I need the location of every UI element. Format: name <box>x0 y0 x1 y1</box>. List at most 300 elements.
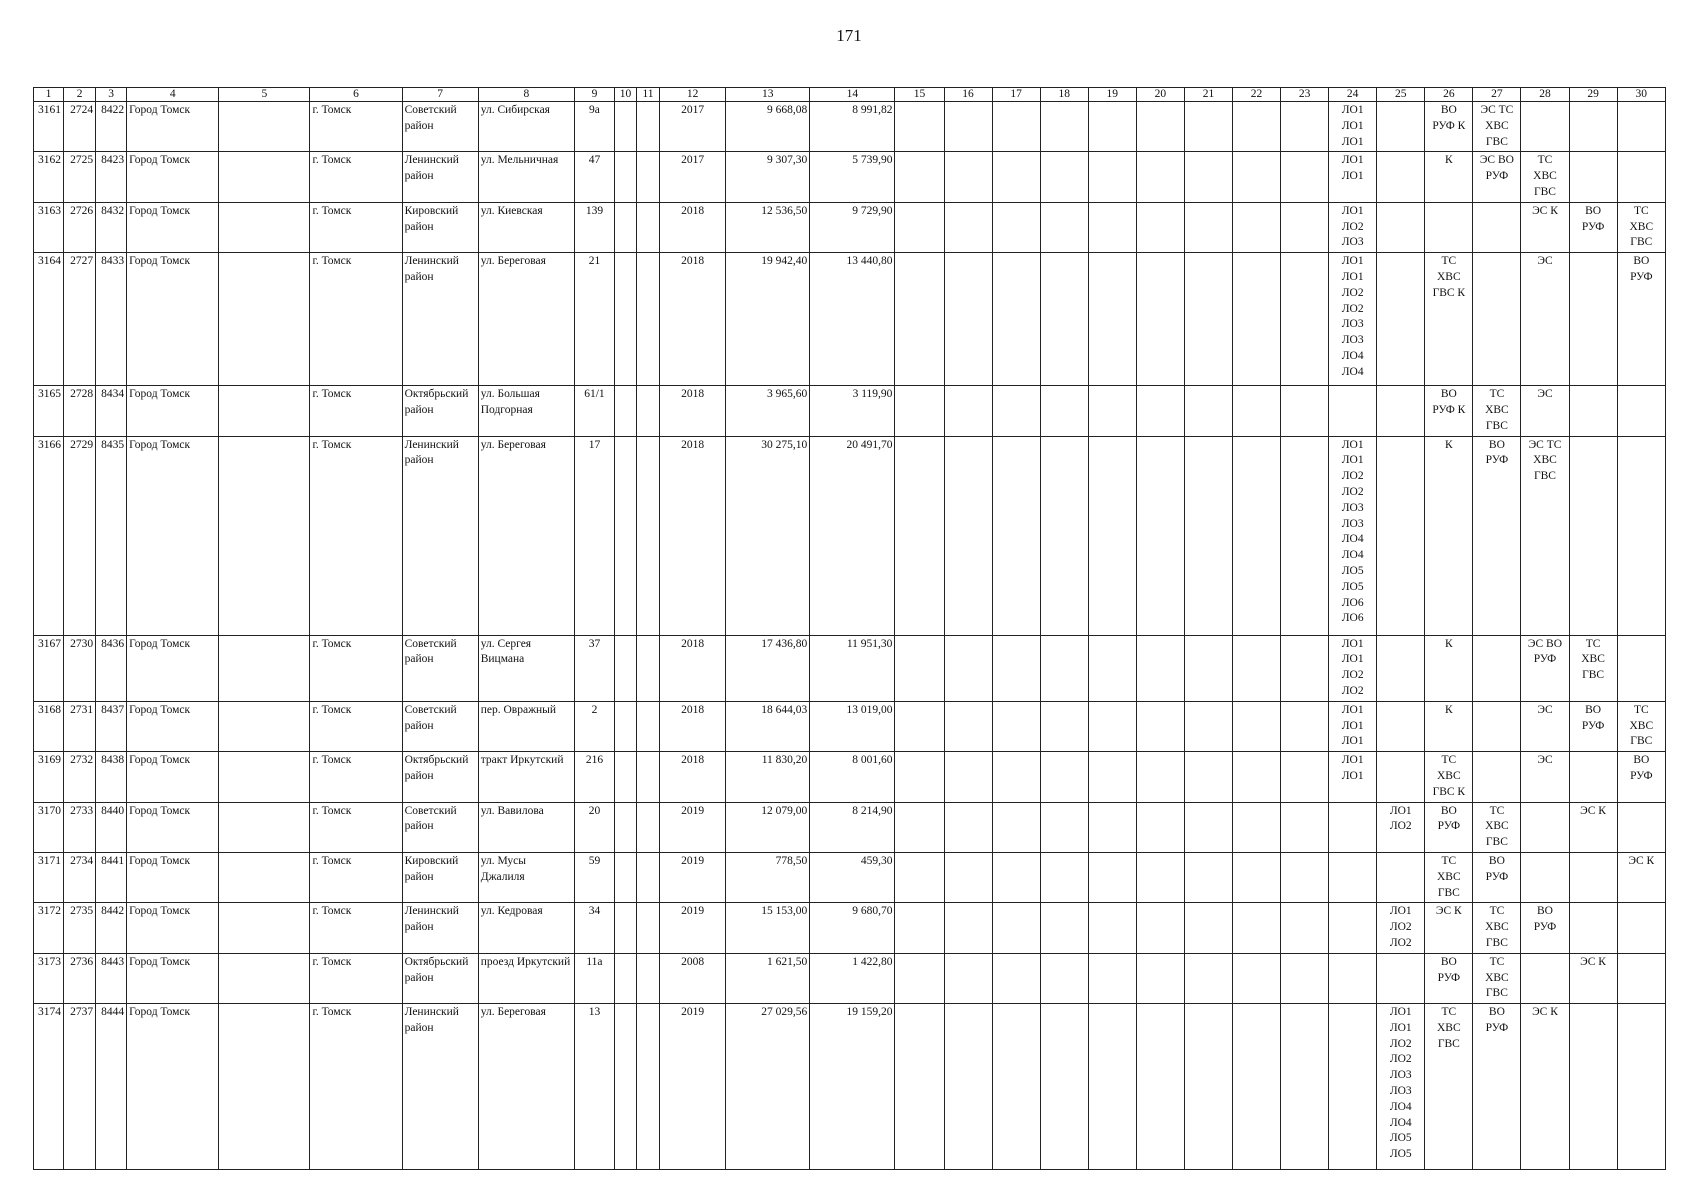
cell-col-12: 2008 <box>660 953 726 1003</box>
cell-col-10 <box>614 253 636 386</box>
cell-col-15 <box>895 1004 944 1170</box>
cell-col-1: 3171 <box>34 852 64 902</box>
cell-col-1: 3165 <box>34 386 64 436</box>
cell-col-1: 3166 <box>34 436 64 635</box>
cell-col-8: ул. Береговая <box>478 253 574 386</box>
cell-col-26: ВО РУФ К <box>1425 386 1473 436</box>
cell-col-2: 2729 <box>64 436 96 635</box>
cell-col-10 <box>614 852 636 902</box>
cell-col-4: Город Томск <box>127 852 219 902</box>
cell-col-5 <box>219 436 310 635</box>
cell-col-8: ул. Кедровая <box>478 903 574 953</box>
cell-col-9: 11а <box>574 953 614 1003</box>
cell-col-2: 2735 <box>64 903 96 953</box>
cell-col-13: 9 668,08 <box>726 102 810 152</box>
cell-col-5 <box>219 635 310 701</box>
cell-col-14: 459,30 <box>810 852 895 902</box>
column-header-6: 6 <box>310 88 402 102</box>
cell-col-9: 34 <box>574 903 614 953</box>
cell-col-3: 8434 <box>96 386 127 436</box>
cell-col-20 <box>1136 752 1184 802</box>
cell-col-28: ЭС К <box>1521 1004 1569 1170</box>
cell-col-2: 2728 <box>64 386 96 436</box>
cell-col-16 <box>944 635 992 701</box>
cell-col-11 <box>637 802 660 852</box>
cell-col-10 <box>614 701 636 751</box>
cell-col-28: ЭС ТС ХВС ГВС <box>1521 436 1569 635</box>
cell-col-19 <box>1088 102 1136 152</box>
cell-col-17 <box>992 1004 1040 1170</box>
column-header-9: 9 <box>574 88 614 102</box>
cell-col-16 <box>944 386 992 436</box>
cell-col-13: 18 644,03 <box>726 701 810 751</box>
cell-col-10 <box>614 802 636 852</box>
cell-col-28: ЭС <box>1521 701 1569 751</box>
cell-col-22 <box>1232 436 1280 635</box>
cell-col-5 <box>219 752 310 802</box>
cell-col-13: 12 536,50 <box>726 202 810 252</box>
cell-col-18 <box>1040 635 1088 701</box>
cell-col-3: 8441 <box>96 852 127 902</box>
cell-col-10 <box>614 635 636 701</box>
cell-col-23 <box>1281 152 1329 202</box>
cell-col-25 <box>1377 436 1425 635</box>
column-header-10: 10 <box>614 88 636 102</box>
cell-col-24: ЛО1 ЛО1 ЛО2 ЛО2 ЛО3 ЛО3 ЛО4 ЛО4 ЛО5 ЛО5 ЛО6 ЛО6 <box>1329 436 1377 635</box>
cell-col-30 <box>1617 802 1665 852</box>
cell-col-4: Город Томск <box>127 386 219 436</box>
cell-col-30 <box>1617 1004 1665 1170</box>
cell-col-13: 15 153,00 <box>726 903 810 953</box>
cell-col-21 <box>1184 1004 1232 1170</box>
header-row <box>34 88 1666 102</box>
cell-col-7: Кировский район <box>402 202 478 252</box>
cell-col-6: г. Томск <box>310 752 402 802</box>
cell-col-16 <box>944 152 992 202</box>
column-header-30: 30 <box>1617 88 1665 102</box>
cell-col-2: 2731 <box>64 701 96 751</box>
cell-col-20 <box>1136 852 1184 902</box>
cell-col-11 <box>637 436 660 635</box>
column-header-8: 8 <box>478 88 574 102</box>
cell-col-3: 8443 <box>96 953 127 1003</box>
cell-col-6: г. Томск <box>310 436 402 635</box>
cell-col-26: ТС ХВС ГВС <box>1425 852 1473 902</box>
cell-col-29 <box>1569 436 1617 635</box>
cell-col-8: ул. Большая Подгорная <box>478 386 574 436</box>
table-row <box>34 386 1666 436</box>
cell-col-21 <box>1184 202 1232 252</box>
cell-col-28: ЭС <box>1521 752 1569 802</box>
column-header-12: 12 <box>660 88 726 102</box>
cell-col-24 <box>1329 386 1377 436</box>
cell-col-12: 2018 <box>660 701 726 751</box>
cell-col-8: ул. Вавилова <box>478 802 574 852</box>
cell-col-6: г. Томск <box>310 1004 402 1170</box>
cell-col-7: Ленинский район <box>402 253 478 386</box>
cell-col-23 <box>1281 253 1329 386</box>
cell-col-6: г. Томск <box>310 102 402 152</box>
cell-col-14: 1 422,80 <box>810 953 895 1003</box>
cell-col-8: тракт Иркутский <box>478 752 574 802</box>
cell-col-7: Ленинский район <box>402 436 478 635</box>
cell-col-7: Кировский район <box>402 852 478 902</box>
cell-col-27 <box>1473 202 1521 252</box>
cell-col-13: 27 029,56 <box>726 1004 810 1170</box>
cell-col-27: ТС ХВС ГВС <box>1473 903 1521 953</box>
cell-col-24: ЛО1 ЛО1 ЛО1 <box>1329 701 1377 751</box>
cell-col-6: г. Томск <box>310 701 402 751</box>
cell-col-30: ТС ХВС ГВС <box>1617 701 1665 751</box>
table-row <box>34 635 1666 701</box>
cell-col-19 <box>1088 1004 1136 1170</box>
cell-col-23 <box>1281 701 1329 751</box>
cell-col-3: 8432 <box>96 202 127 252</box>
cell-col-17 <box>992 253 1040 386</box>
cell-col-21 <box>1184 635 1232 701</box>
cell-col-8: ул. Мусы Джалиля <box>478 852 574 902</box>
column-header-22: 22 <box>1232 88 1280 102</box>
cell-col-25: ЛО1 ЛО2 <box>1377 802 1425 852</box>
cell-col-17 <box>992 386 1040 436</box>
cell-col-8: проезд Иркутский <box>478 953 574 1003</box>
cell-col-4: Город Томск <box>127 152 219 202</box>
cell-col-26: К <box>1425 635 1473 701</box>
cell-col-4: Город Томск <box>127 436 219 635</box>
cell-col-27 <box>1473 635 1521 701</box>
cell-col-20 <box>1136 436 1184 635</box>
cell-col-17 <box>992 953 1040 1003</box>
cell-col-5 <box>219 1004 310 1170</box>
table-row <box>34 953 1666 1003</box>
cell-col-25 <box>1377 102 1425 152</box>
cell-col-22 <box>1232 635 1280 701</box>
cell-col-7: Октябрьский район <box>402 386 478 436</box>
cell-col-29 <box>1569 852 1617 902</box>
cell-col-7: Советский район <box>402 635 478 701</box>
cell-col-2: 2737 <box>64 1004 96 1170</box>
cell-col-20 <box>1136 953 1184 1003</box>
cell-col-15 <box>895 102 944 152</box>
cell-col-1: 3173 <box>34 953 64 1003</box>
cell-col-5 <box>219 253 310 386</box>
column-header-17: 17 <box>992 88 1040 102</box>
cell-col-16 <box>944 202 992 252</box>
cell-col-30: ТС ХВС ГВС <box>1617 202 1665 252</box>
cell-col-25 <box>1377 152 1425 202</box>
cell-col-22 <box>1232 903 1280 953</box>
cell-col-1: 3167 <box>34 635 64 701</box>
cell-col-11 <box>637 903 660 953</box>
cell-col-27 <box>1473 752 1521 802</box>
cell-col-26 <box>1425 202 1473 252</box>
cell-col-15 <box>895 386 944 436</box>
cell-col-22 <box>1232 1004 1280 1170</box>
cell-col-10 <box>614 903 636 953</box>
table-row <box>34 852 1666 902</box>
cell-col-29: ВО РУФ <box>1569 701 1617 751</box>
cell-col-13: 778,50 <box>726 852 810 902</box>
cell-col-14: 13 440,80 <box>810 253 895 386</box>
cell-col-10 <box>614 152 636 202</box>
cell-col-19 <box>1088 701 1136 751</box>
cell-col-22 <box>1232 202 1280 252</box>
cell-col-18 <box>1040 752 1088 802</box>
cell-col-22 <box>1232 752 1280 802</box>
cell-col-15 <box>895 701 944 751</box>
cell-col-28: ЭС <box>1521 386 1569 436</box>
column-header-26: 26 <box>1425 88 1473 102</box>
cell-col-9: 61/1 <box>574 386 614 436</box>
column-header-13: 13 <box>726 88 810 102</box>
cell-col-18 <box>1040 436 1088 635</box>
cell-col-24: ЛО1 ЛО1 <box>1329 152 1377 202</box>
cell-col-28 <box>1521 852 1569 902</box>
cell-col-2: 2724 <box>64 102 96 152</box>
cell-col-8: ул. Киевская <box>478 202 574 252</box>
cell-col-26: К <box>1425 152 1473 202</box>
cell-col-3: 8433 <box>96 253 127 386</box>
cell-col-4: Город Томск <box>127 752 219 802</box>
cell-col-5 <box>219 953 310 1003</box>
cell-col-8: ул. Мельничная <box>478 152 574 202</box>
cell-col-15 <box>895 202 944 252</box>
cell-col-3: 8423 <box>96 152 127 202</box>
cell-col-21 <box>1184 953 1232 1003</box>
column-header-27: 27 <box>1473 88 1521 102</box>
cell-col-26: ВО РУФ К <box>1425 102 1473 152</box>
cell-col-4: Город Томск <box>127 903 219 953</box>
cell-col-25 <box>1377 253 1425 386</box>
cell-col-24 <box>1329 802 1377 852</box>
cell-col-20 <box>1136 253 1184 386</box>
table-row <box>34 202 1666 252</box>
cell-col-26: ТС ХВС ГВС К <box>1425 253 1473 386</box>
cell-col-8: пер. Овражный <box>478 701 574 751</box>
cell-col-21 <box>1184 102 1232 152</box>
cell-col-27: ЭС ТС ХВС ГВС <box>1473 102 1521 152</box>
cell-col-3: 8442 <box>96 903 127 953</box>
cell-col-25: ЛО1 ЛО1 ЛО2 ЛО2 ЛО3 ЛО3 ЛО4 ЛО4 ЛО5 ЛО5 <box>1377 1004 1425 1170</box>
cell-col-9: 37 <box>574 635 614 701</box>
cell-col-4: Город Томск <box>127 701 219 751</box>
cell-col-16 <box>944 752 992 802</box>
cell-col-5 <box>219 202 310 252</box>
cell-col-7: Ленинский район <box>402 903 478 953</box>
column-header-4: 4 <box>127 88 219 102</box>
cell-col-21 <box>1184 701 1232 751</box>
cell-col-15 <box>895 436 944 635</box>
table-row <box>34 152 1666 202</box>
cell-col-30 <box>1617 102 1665 152</box>
cell-col-9: 17 <box>574 436 614 635</box>
cell-col-29 <box>1569 253 1617 386</box>
cell-col-21 <box>1184 253 1232 386</box>
cell-col-3: 8440 <box>96 802 127 852</box>
cell-col-11 <box>637 386 660 436</box>
cell-col-24: ЛО1 ЛО1 <box>1329 752 1377 802</box>
column-header-21: 21 <box>1184 88 1232 102</box>
cell-col-18 <box>1040 701 1088 751</box>
cell-col-14: 9 680,70 <box>810 903 895 953</box>
cell-col-8: ул. Сергея Вицмана <box>478 635 574 701</box>
cell-col-4: Город Томск <box>127 1004 219 1170</box>
cell-col-9: 59 <box>574 852 614 902</box>
cell-col-4: Город Томск <box>127 953 219 1003</box>
cell-col-29: ВО РУФ <box>1569 202 1617 252</box>
column-header-25: 25 <box>1377 88 1425 102</box>
cell-col-14: 20 491,70 <box>810 436 895 635</box>
cell-col-16 <box>944 253 992 386</box>
cell-col-27 <box>1473 253 1521 386</box>
table-row <box>34 253 1666 386</box>
column-header-19: 19 <box>1088 88 1136 102</box>
cell-col-22 <box>1232 802 1280 852</box>
cell-col-15 <box>895 152 944 202</box>
cell-col-3: 8422 <box>96 102 127 152</box>
cell-col-15 <box>895 635 944 701</box>
cell-col-13: 17 436,80 <box>726 635 810 701</box>
cell-col-19 <box>1088 852 1136 902</box>
cell-col-9: 21 <box>574 253 614 386</box>
cell-col-22 <box>1232 386 1280 436</box>
cell-col-18 <box>1040 953 1088 1003</box>
cell-col-10 <box>614 102 636 152</box>
cell-col-19 <box>1088 253 1136 386</box>
cell-col-11 <box>637 701 660 751</box>
cell-col-25 <box>1377 386 1425 436</box>
cell-col-1: 3161 <box>34 102 64 152</box>
cell-col-19 <box>1088 386 1136 436</box>
cell-col-3: 8435 <box>96 436 127 635</box>
cell-col-16 <box>944 953 992 1003</box>
cell-col-24: ЛО1 ЛО1 ЛО1 <box>1329 102 1377 152</box>
cell-col-10 <box>614 436 636 635</box>
cell-col-29 <box>1569 1004 1617 1170</box>
cell-col-27: ТС ХВС ГВС <box>1473 953 1521 1003</box>
cell-col-26: К <box>1425 436 1473 635</box>
cell-col-11 <box>637 152 660 202</box>
cell-col-13: 3 965,60 <box>726 386 810 436</box>
cell-col-7: Советский район <box>402 102 478 152</box>
cell-col-23 <box>1281 102 1329 152</box>
cell-col-14: 8 214,90 <box>810 802 895 852</box>
cell-col-16 <box>944 1004 992 1170</box>
cell-col-9: 47 <box>574 152 614 202</box>
cell-col-3: 8437 <box>96 701 127 751</box>
cell-col-9: 139 <box>574 202 614 252</box>
cell-col-5 <box>219 102 310 152</box>
cell-col-9: 20 <box>574 802 614 852</box>
cell-col-14: 19 159,20 <box>810 1004 895 1170</box>
cell-col-26: ВО РУФ <box>1425 953 1473 1003</box>
cell-col-13: 9 307,30 <box>726 152 810 202</box>
cell-col-19 <box>1088 436 1136 635</box>
cell-col-26: ТС ХВС ГВС К <box>1425 752 1473 802</box>
cell-col-7: Октябрьский район <box>402 752 478 802</box>
cell-col-27: ВО РУФ <box>1473 1004 1521 1170</box>
cell-col-26: ЭС К <box>1425 903 1473 953</box>
cell-col-2: 2733 <box>64 802 96 852</box>
column-header-18: 18 <box>1040 88 1088 102</box>
cell-col-6: г. Томск <box>310 386 402 436</box>
cell-col-6: г. Томск <box>310 802 402 852</box>
cell-col-23 <box>1281 202 1329 252</box>
cell-col-12: 2018 <box>660 253 726 386</box>
cell-col-29: ЭС К <box>1569 802 1617 852</box>
table-row <box>34 903 1666 953</box>
cell-col-14: 13 019,00 <box>810 701 895 751</box>
cell-col-16 <box>944 436 992 635</box>
cell-col-4: Город Томск <box>127 202 219 252</box>
cell-col-4: Город Томск <box>127 635 219 701</box>
cell-col-25 <box>1377 202 1425 252</box>
cell-col-20 <box>1136 701 1184 751</box>
cell-col-21 <box>1184 802 1232 852</box>
cell-col-23 <box>1281 635 1329 701</box>
cell-col-4: Город Томск <box>127 802 219 852</box>
registry-table <box>33 87 1666 1170</box>
cell-col-30: ВО РУФ <box>1617 752 1665 802</box>
cell-col-23 <box>1281 953 1329 1003</box>
cell-col-28: ВО РУФ <box>1521 903 1569 953</box>
cell-col-27 <box>1473 701 1521 751</box>
cell-col-20 <box>1136 202 1184 252</box>
cell-col-28 <box>1521 802 1569 852</box>
cell-col-20 <box>1136 386 1184 436</box>
cell-col-23 <box>1281 802 1329 852</box>
cell-col-10 <box>614 202 636 252</box>
cell-col-18 <box>1040 1004 1088 1170</box>
cell-col-18 <box>1040 802 1088 852</box>
cell-col-4: Город Томск <box>127 102 219 152</box>
cell-col-16 <box>944 802 992 852</box>
cell-col-14: 3 119,90 <box>810 386 895 436</box>
cell-col-30 <box>1617 635 1665 701</box>
cell-col-21 <box>1184 903 1232 953</box>
cell-col-15 <box>895 253 944 386</box>
cell-col-24 <box>1329 852 1377 902</box>
column-header-24: 24 <box>1329 88 1377 102</box>
cell-col-27: ТС ХВС ГВС <box>1473 802 1521 852</box>
cell-col-21 <box>1184 152 1232 202</box>
cell-col-23 <box>1281 436 1329 635</box>
cell-col-15 <box>895 802 944 852</box>
cell-col-10 <box>614 1004 636 1170</box>
cell-col-9: 216 <box>574 752 614 802</box>
cell-col-29 <box>1569 903 1617 953</box>
table-row <box>34 701 1666 751</box>
cell-col-23 <box>1281 903 1329 953</box>
cell-col-10 <box>614 386 636 436</box>
cell-col-21 <box>1184 752 1232 802</box>
cell-col-2: 2732 <box>64 752 96 802</box>
cell-col-17 <box>992 701 1040 751</box>
cell-col-16 <box>944 903 992 953</box>
column-header-15: 15 <box>895 88 944 102</box>
cell-col-19 <box>1088 152 1136 202</box>
cell-col-17 <box>992 752 1040 802</box>
cell-col-5 <box>219 386 310 436</box>
cell-col-17 <box>992 852 1040 902</box>
cell-col-22 <box>1232 152 1280 202</box>
cell-col-9: 9а <box>574 102 614 152</box>
cell-col-17 <box>992 202 1040 252</box>
column-header-16: 16 <box>944 88 992 102</box>
cell-col-30 <box>1617 953 1665 1003</box>
column-header-29: 29 <box>1569 88 1617 102</box>
cell-col-30: ЭС К <box>1617 852 1665 902</box>
